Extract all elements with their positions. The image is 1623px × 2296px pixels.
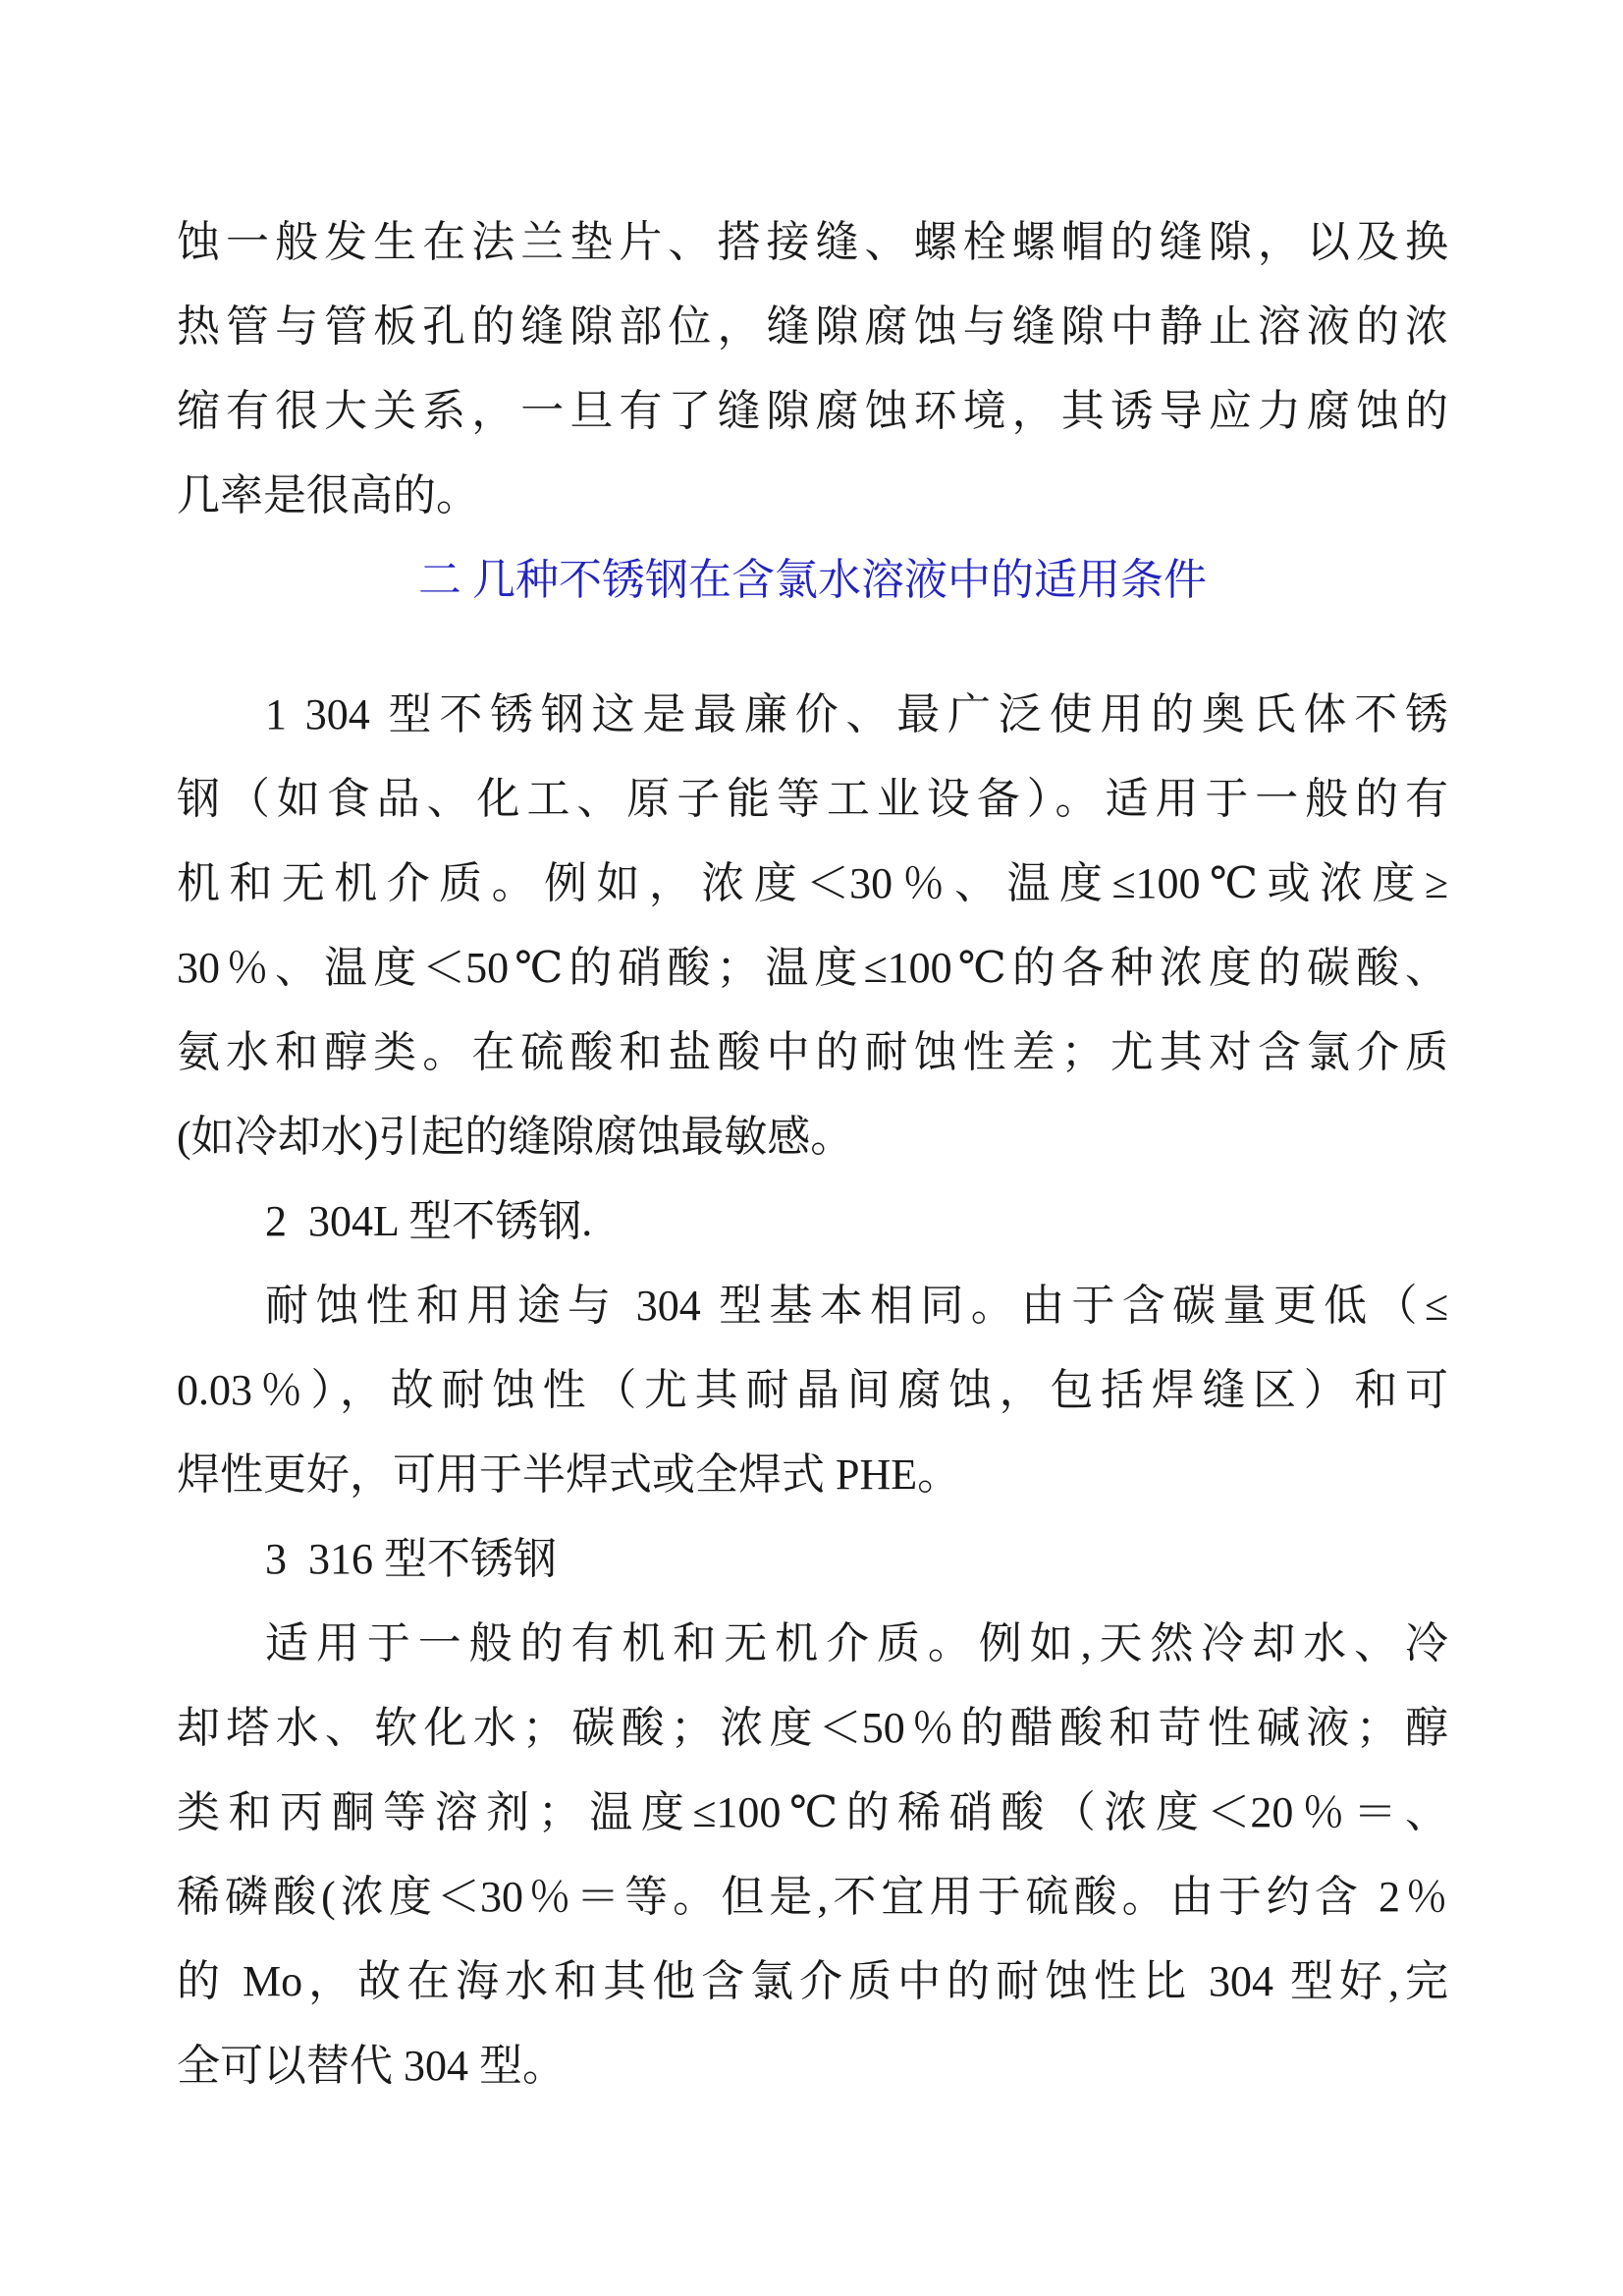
text-line: 1 304 型不锈钢这是最廉价、最广泛使用的奥氏体不锈 xyxy=(265,690,1448,738)
text-line: 0.03％），故耐蚀性（尤其耐晶间腐蚀，包括焊缝区）和可 xyxy=(177,1366,1448,1414)
text-line: 几率是很高的。 xyxy=(177,471,479,519)
text-line: 3 316 型不锈钢 xyxy=(265,1535,557,1583)
text-line: 热管与管板孔的缝隙部位，缝隙腐蚀与缝隙中静止溶液的浓 xyxy=(177,302,1448,351)
text-line: (如冷却水)引起的缝隙腐蚀最敏感。 xyxy=(177,1113,854,1161)
text-line: 机和无机介质。例如，浓度＜30％、温度≤100℃或浓度≥ xyxy=(177,859,1448,907)
section-heading: 二 几种不锈钢在含氯水溶液中的适用条件 xyxy=(418,556,1207,604)
text-line: 钢（如食品、化工、原子能等工业设备）。适用于一般的有 xyxy=(177,775,1448,823)
text-line: 2 304L 型不锈钢. xyxy=(265,1197,593,1245)
text-line: 类和丙酮等溶剂；温度≤100℃的稀硝酸（浓度＜20％＝、 xyxy=(177,1788,1448,1836)
text-line: 稀磷酸(浓度＜30％＝等。但是,不宜用于硫酸。由于约含 2％ xyxy=(177,1873,1448,1921)
text-line: 缩有很大关系，一旦有了缝隙腐蚀环境，其诱导应力腐蚀的 xyxy=(177,387,1448,435)
text-line: 却塔水、软化水；碳酸；浓度＜50％的醋酸和苛性碱液；醇 xyxy=(177,1704,1448,1752)
text-line: 蚀一般发生在法兰垫片、搭接缝、螺栓螺帽的缝隙，以及换 xyxy=(177,218,1448,266)
text-line: 氨水和醇类。在硫酸和盐酸中的耐蚀性差；尤其对含氯介质 xyxy=(177,1028,1448,1076)
text-line: 耐蚀性和用途与 304 型基本相同。由于含碳量更低（≤ xyxy=(265,1282,1448,1330)
text-line: 全可以替代 304 型。 xyxy=(177,2042,566,2090)
text-line: 的 Mo，故在海水和其他含氯介质中的耐蚀性比 304 型好,完 xyxy=(177,1957,1448,2005)
text-line: 30％、温度＜50℃的硝酸；温度≤100℃的各种浓度的碳酸、 xyxy=(177,944,1448,992)
text-line: 适用于一般的有机和无机介质。例如,天然冷却水、冷 xyxy=(265,1619,1448,1667)
text-line: 焊性更好，可用于半焊式或全焊式 PHE。 xyxy=(177,1450,961,1499)
